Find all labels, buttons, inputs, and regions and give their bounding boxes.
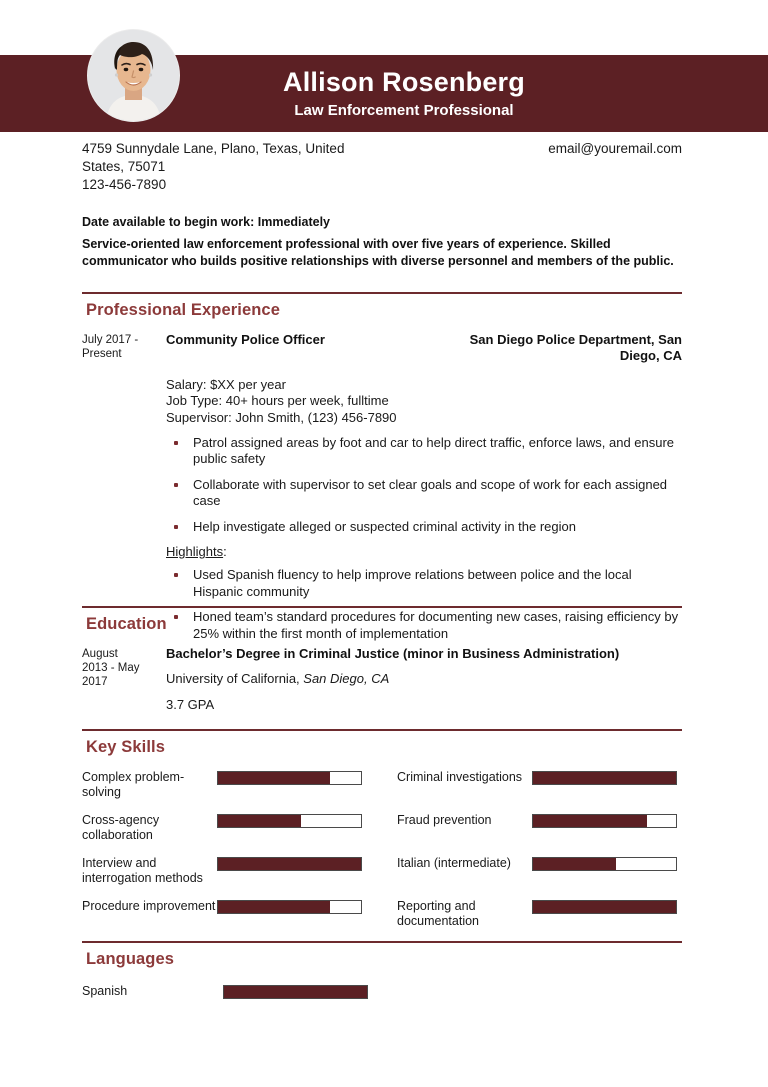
highlights-label <box>166 544 682 559</box>
skill-level-fill <box>533 815 647 827</box>
skill-item <box>82 898 397 941</box>
skill-level-fill <box>218 901 330 913</box>
language-label: Spanish <box>82 984 128 998</box>
skill-level-fill <box>218 858 361 870</box>
experience-meta-list <box>166 377 682 427</box>
education-date-line-3: 2017 <box>82 676 108 689</box>
experience-entry-body <box>158 332 682 651</box>
page-title: Allison Rosenberg <box>283 66 525 97</box>
experience-entry <box>82 332 682 651</box>
skill-level-bar <box>532 900 677 914</box>
section-heading-key-skills: Key Skills <box>86 738 165 756</box>
skill-item <box>82 812 397 855</box>
experience-meta-supervisor: Supervisor: John Smith, (123) 456-7890 <box>166 409 397 425</box>
skill-label: Italian (intermediate) <box>397 856 511 870</box>
list-item: Patrol assigned areas by foot and car to help direct traffic, enforce laws, and ensure public safety <box>166 435 682 468</box>
experience-job-role: Community Police Officer <box>166 332 325 347</box>
contact-address-group <box>82 140 344 193</box>
education-date-line-1: August <box>82 648 118 660</box>
skill-label: Interview and interrogation methods <box>82 856 203 885</box>
experience-meta-salary: Salary: $XX per year <box>166 376 286 392</box>
skill-item <box>82 769 397 812</box>
list-item: Honed team’s standard procedures for documenting new cases, raising efficiency by 25% within the first month of implementation <box>166 609 682 642</box>
experience-date-line-1: July 2017 - <box>82 334 139 346</box>
skill-label: Procedure improvement <box>82 899 216 913</box>
education-school-location: San Diego, CA <box>303 671 390 687</box>
list-item: Collaborate with supervisor to set clear goals and scope of work for each assigned case <box>166 477 682 510</box>
skill-level-bar <box>217 857 362 871</box>
language-level-fill <box>224 986 367 998</box>
list-item: Help investigate alleged or suspected criminal activity in the region <box>166 519 682 536</box>
section-professional-experience <box>82 292 682 651</box>
highlights-label-text: Highlights <box>166 544 224 560</box>
section-languages <box>82 941 682 999</box>
section-heading-experience: Professional Experience <box>86 301 280 319</box>
skill-item <box>397 812 682 855</box>
skill-label: Complex problem-solving <box>82 770 185 799</box>
experience-date-range <box>82 332 158 651</box>
contact-block <box>82 140 682 193</box>
education-entry-body <box>158 646 682 713</box>
skill-item <box>397 769 682 812</box>
section-divider <box>82 941 682 943</box>
professional-summary: Service-oriented law enforcement professional with over five years of experience. Skilled communicator who builds positive relationships with diverse personnel and members of the public. <box>82 237 674 268</box>
section-education <box>82 606 682 713</box>
section-heading-education: Education <box>86 615 167 633</box>
skill-level-bar <box>532 771 677 785</box>
skill-level-fill <box>533 901 676 913</box>
list-item: Used Spanish fluency to help improve relations between police and the local Hispanic community <box>166 567 682 600</box>
experience-entry-header <box>166 332 682 364</box>
section-divider <box>82 729 682 731</box>
skills-grid <box>82 769 682 941</box>
skill-item <box>397 855 682 898</box>
experience-employer: San Diego Police Department, San Diego, CA <box>469 332 682 363</box>
skill-label: Reporting and documentation <box>397 899 480 928</box>
section-key-skills <box>82 729 682 941</box>
portrait-photo-icon <box>88 30 179 121</box>
education-date-range <box>82 646 158 713</box>
job-title-subtitle: Law Enforcement Professional <box>294 102 514 120</box>
skill-level-bar <box>217 771 362 785</box>
experience-date-line-2: Present <box>82 348 122 361</box>
contact-email-group <box>548 140 682 158</box>
education-school-name: University of California, <box>166 671 300 687</box>
skill-item <box>82 855 397 898</box>
address-line-1: 4759 Sunnydale Lane, Plano, Texas, United <box>82 141 345 156</box>
language-item <box>82 983 682 999</box>
address-line-2: States, 75071 <box>82 158 166 174</box>
section-divider <box>82 292 682 294</box>
skill-label: Fraud prevention <box>397 813 492 827</box>
skill-level-bar <box>217 814 362 828</box>
skill-label: Criminal investigations <box>397 770 523 784</box>
skill-level-fill <box>533 858 616 870</box>
experience-meta-jobtype: Job Type: 40+ hours per week, fulltime <box>166 393 389 409</box>
skill-level-fill <box>533 772 676 784</box>
skill-level-fill <box>218 772 330 784</box>
avatar <box>87 29 180 122</box>
skill-level-bar <box>217 900 362 914</box>
education-degree: Bachelor’s Degree in Criminal Justice (minor in Business Administration) <box>166 646 620 661</box>
skill-level-fill <box>218 815 301 827</box>
education-school-line <box>166 671 682 687</box>
education-date-line-2: 2013 - May <box>82 662 140 675</box>
language-level-bar <box>223 985 368 999</box>
section-divider <box>82 606 682 608</box>
email-address[interactable]: email@youremail.com <box>548 141 682 156</box>
education-entry <box>82 646 682 713</box>
skill-level-bar <box>532 814 677 828</box>
skill-level-bar <box>532 857 677 871</box>
education-gpa: 3.7 GPA <box>166 696 215 712</box>
skill-label: Cross-agency collaboration <box>82 813 160 842</box>
skill-item <box>397 898 682 941</box>
section-heading-languages: Languages <box>86 950 175 968</box>
experience-duties-list <box>166 435 682 536</box>
highlights-label-colon: : <box>223 544 227 560</box>
availability-line: Date available to begin work: Immediately <box>82 215 330 229</box>
phone-number: 123-456-7890 <box>82 176 167 192</box>
